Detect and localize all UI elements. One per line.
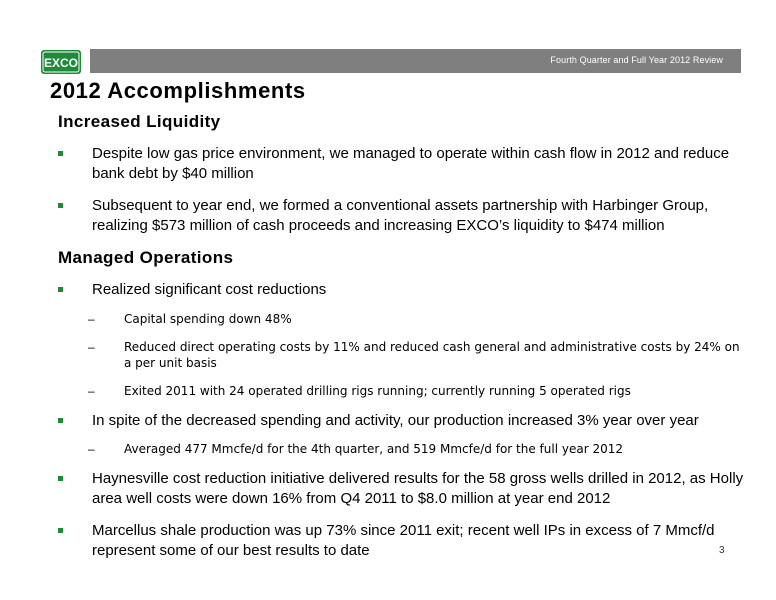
bullet-marker bbox=[58, 151, 63, 156]
bullet-text: Subsequent to year end, we formed a conventional assets partnership with Harbinger Group, realizing $573 million of cash proceeds and increasing EXCO’s liquidity to $474 million bbox=[92, 197, 709, 234]
slide-content bbox=[58, 112, 748, 561]
sub-bullet-text: Averaged 477 Mmcfe/d for the 4th quarter, and 519 Mmcfe/d for the full year 2012 bbox=[124, 442, 623, 456]
bullet-text: Marcellus shale production was up 73% since 2011 exit; recent well IPs in excess of 7 Mmcf/d represent some of our best results to date bbox=[92, 522, 715, 559]
section-increased-liquidity bbox=[58, 112, 748, 236]
bullet-text: Haynesville cost reduction initiative delivered results for the 58 gross wells drilled in 2012, as Holly area well costs were down 16% from Q4 2011 to $8.0 million at year end 2012 bbox=[92, 470, 744, 507]
sub-bullet-item bbox=[58, 339, 748, 371]
dash-marker: – bbox=[88, 340, 95, 354]
bullet-text: Realized significant cost reductions bbox=[92, 281, 327, 298]
dash-marker: – bbox=[88, 312, 95, 326]
logo-text: EXCO bbox=[43, 56, 79, 70]
section-heading: Increased Liquidity bbox=[58, 112, 221, 131]
sub-bullet-item bbox=[58, 311, 748, 327]
bullet-item bbox=[58, 144, 748, 184]
bullet-item bbox=[58, 521, 748, 561]
sub-bullet-item bbox=[58, 383, 748, 399]
exco-logo bbox=[40, 48, 82, 76]
bullet-item bbox=[58, 411, 748, 457]
bullet-marker bbox=[58, 528, 63, 533]
sub-bullet-text: Capital spending down 48% bbox=[124, 312, 292, 326]
bullet-item bbox=[58, 196, 748, 236]
bullet-marker bbox=[58, 418, 63, 423]
header-bar bbox=[90, 49, 741, 73]
page-number: 3 bbox=[719, 545, 725, 556]
sub-bullet-text: Reduced direct operating costs by 11% and reduced cash general and administrative costs by 24% on a per unit basis bbox=[124, 340, 740, 370]
dash-marker: – bbox=[88, 442, 95, 456]
bullet-marker bbox=[58, 287, 63, 292]
slide-title: 2012 Accomplishments bbox=[50, 78, 306, 103]
bullet-item bbox=[58, 469, 748, 509]
bullet-marker bbox=[58, 476, 63, 481]
sub-bullet-text: Exited 2011 with 24 operated drilling rigs running; currently running 5 operated rigs bbox=[124, 384, 631, 398]
section-managed-operations bbox=[58, 248, 748, 561]
sub-bullet-item bbox=[58, 441, 748, 457]
bullet-marker bbox=[58, 203, 63, 208]
bullet-text: In spite of the decreased spending and activity, our production increased 3% year over year bbox=[92, 412, 699, 429]
dash-marker: – bbox=[88, 384, 95, 398]
section-heading: Managed Operations bbox=[58, 248, 234, 267]
bullet-text: Despite low gas price environment, we managed to operate within cash flow in 2012 and reduce bank debt by $40 million bbox=[92, 145, 730, 182]
bullet-item bbox=[58, 280, 748, 399]
presentation-subtitle: Fourth Quarter and Full Year 2012 Review bbox=[550, 55, 723, 65]
